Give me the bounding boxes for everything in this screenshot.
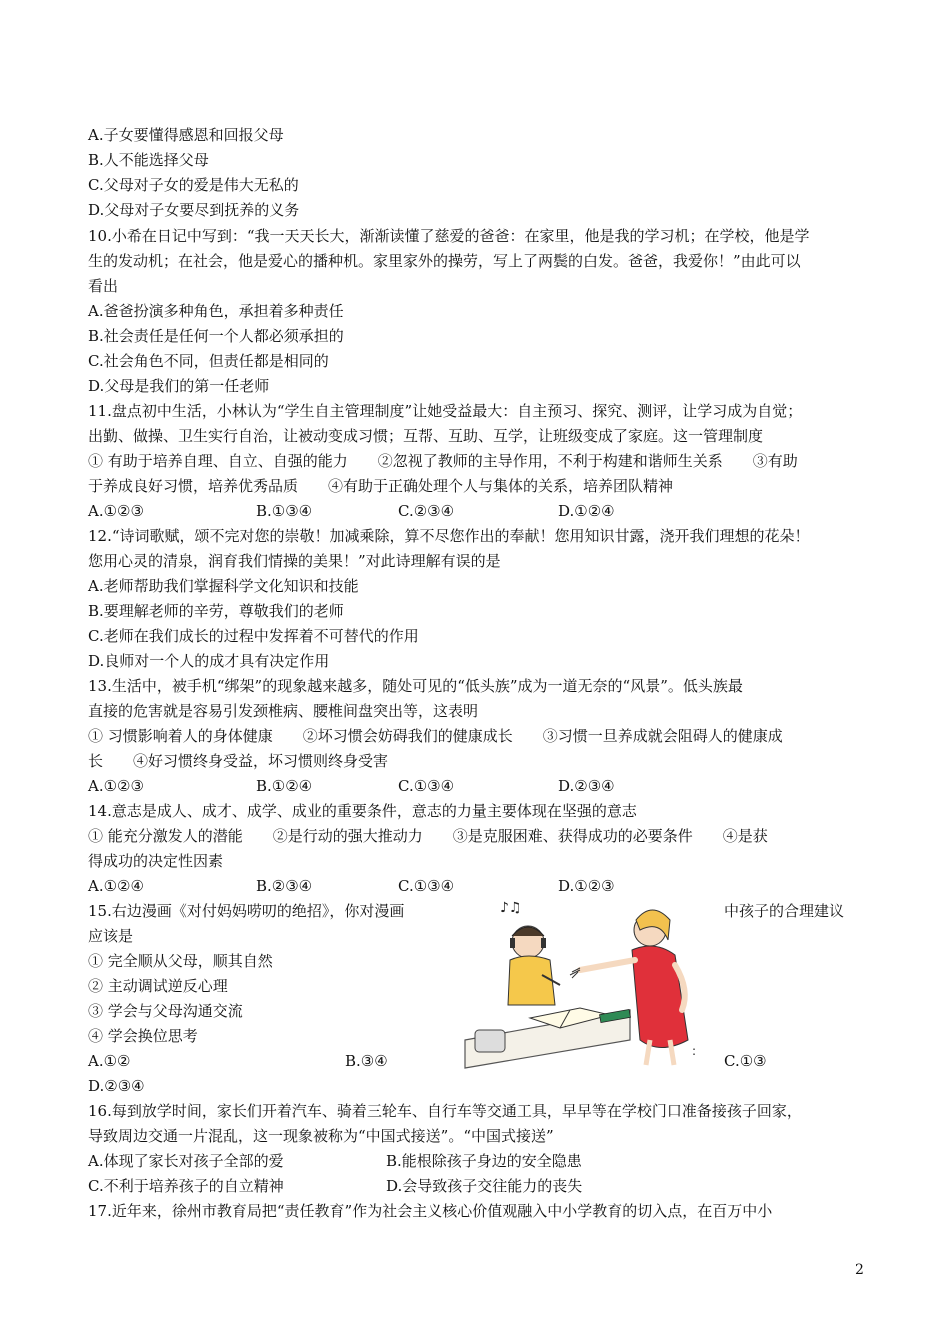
text-line: C.老师在我们成长的过程中发挥着不可替代的作用 bbox=[88, 627, 419, 645]
question-17-text: 17.近年来，徐州市教育局把“责任教育”作为社会主义核心价值观融入中小学教育的切入点，在百万中小 bbox=[88, 1202, 773, 1220]
question-11-text: 11.盘点初中生活，小林认为“学生自主管理制度”让她受益最大：自主预习、探究、测评，让学习成为自觉； bbox=[88, 402, 803, 420]
text-line: ③ 学会与父母沟通交流 bbox=[88, 1002, 243, 1020]
option-b[interactable]: B.①③④ bbox=[256, 502, 313, 520]
svg-text::: : bbox=[692, 1044, 697, 1058]
q13-options bbox=[88, 775, 863, 797]
text-line: ① 习惯影响着人的身体健康 ②坏习惯会妨碍我们的健康成长 ③习惯一旦养成就会阻碍人的健康成 bbox=[88, 727, 783, 745]
text-line: ① 有助于培养自理、自立、自强的能力 ②忽视了教师的主导作用，不利于构建和谐师生关系 ③有助 bbox=[88, 452, 798, 470]
text-line: ① 能充分激发人的潜能 ②是行动的强大推动力 ③是克服困难、获得成功的必要条件 ④是获 bbox=[88, 827, 768, 845]
option-b[interactable]: B.③④ bbox=[345, 1052, 388, 1070]
cartoon-image bbox=[460, 890, 710, 1070]
text-line: C.社会角色不同，但责任都是相同的 bbox=[88, 352, 329, 370]
option-d[interactable]: D.会导致孩子交往能力的丧失 bbox=[386, 1177, 583, 1195]
text-line: ① 完全顺从父母，顺其自然 bbox=[88, 952, 273, 970]
text-line: D.父母是我们的第一任老师 bbox=[88, 377, 270, 395]
option-a[interactable]: A.体现了家长对孩子全部的爱 bbox=[88, 1152, 284, 1170]
text-line: 看出 bbox=[88, 277, 119, 295]
option-b[interactable]: B.①②④ bbox=[256, 777, 313, 795]
text-line: 直接的危害就是容易引发颈椎病、腰椎间盘突出等，这表明 bbox=[88, 702, 479, 720]
question-15-text-right: 中孩子的合理建议 bbox=[724, 902, 845, 920]
option-c[interactable]: C.①③ bbox=[724, 1052, 767, 1070]
text-line: 长 ④好习惯终身受益，坏习惯则终身受害 bbox=[88, 752, 389, 770]
option-d[interactable]: D.②③④ bbox=[558, 777, 615, 795]
option-a[interactable]: A.①②③ bbox=[88, 502, 144, 520]
text-line: D.父母对子女要尽到抚养的义务 bbox=[88, 201, 300, 219]
q11-options bbox=[88, 500, 863, 522]
text-line: B.人不能选择父母 bbox=[88, 151, 209, 169]
question-13-text: 13.生活中，被手机“绑架”的现象越来越多，随处可见的“低头族”成为一道无奈的“风景”。低头族最 bbox=[88, 677, 743, 695]
text-line: A.子女要懂得感恩和回报父母 bbox=[88, 126, 284, 144]
option-c[interactable]: C.①③④ bbox=[398, 877, 455, 895]
option-b[interactable]: B.能根除孩子身边的安全隐患 bbox=[386, 1152, 582, 1170]
option-c[interactable]: C.②③④ bbox=[398, 502, 455, 520]
question-14-text: 14.意志是成人、成才、成学、成业的重要条件，意志的力量主要体现在坚强的意志 bbox=[88, 802, 637, 820]
text-line: D.良师对一个人的成才具有决定作用 bbox=[88, 652, 330, 670]
option-d[interactable]: D.①②③ bbox=[558, 877, 615, 895]
option-c[interactable]: C.不利于培养孩子的自立精神 bbox=[88, 1177, 284, 1195]
text-line: 您用心灵的清泉，润育我们情操的美果！”对此诗理解有误的是 bbox=[88, 552, 501, 570]
text-line: 于养成良好习惯，培养优秀品质 ④有助于正确处理个人与集体的关系，培养团队精神 bbox=[88, 477, 674, 495]
text-line: C.父母对子女的爱是伟大无私的 bbox=[88, 176, 299, 194]
text-line: ④ 学会换位思考 bbox=[88, 1027, 198, 1045]
svg-text:♪♫: ♪♫ bbox=[500, 900, 522, 916]
text-line: 生的发动机；在社会，他是爱心的播种机。家里家外的操劳，写上了两鬓的白发。爸爸，我爱你！”由此可以 bbox=[88, 252, 801, 270]
text-line: 得成功的决定性因素 bbox=[88, 852, 224, 870]
question-16-text: 16.每到放学时间，家长们开着汽车、骑着三轮车、自行车等交通工具，早早等在学校门口准备接孩子回家， bbox=[88, 1102, 802, 1120]
page-number: 2 bbox=[855, 1262, 864, 1278]
option-c[interactable]: C.①③④ bbox=[398, 777, 455, 795]
text-line: 出勤、做操、卫生实行自治，让被动变成习惯；互帮、互助、互学，让班级变成了家庭。这一管理制度 bbox=[88, 427, 764, 445]
question-15-text: 15.右边漫画《对付妈妈唠叨的绝招》，你对漫画 bbox=[88, 902, 405, 920]
question-12-text: 12.“诗词歌赋，颂不完对您的崇敬！加减乘除，算不尽您作出的奉献！您用知识甘露，浇开我们理想的花朵！ bbox=[88, 527, 810, 545]
text-line: A.老师帮助我们掌握科学文化知识和技能 bbox=[88, 577, 359, 595]
option-d[interactable]: D.②③④ bbox=[88, 1077, 145, 1095]
option-b[interactable]: B.②③④ bbox=[256, 877, 313, 895]
text-line: A.爸爸扮演多种角色，承担着多种责任 bbox=[88, 302, 344, 320]
text-line: B.社会责任是任何一个人都必须承担的 bbox=[88, 327, 344, 345]
text-line: 应该是 bbox=[88, 927, 134, 945]
text-line: ② 主动调试逆反心理 bbox=[88, 977, 228, 995]
option-a[interactable]: A.①② bbox=[88, 1052, 131, 1070]
text-line: B.要理解老师的辛劳，尊敬我们的老师 bbox=[88, 602, 344, 620]
option-a[interactable]: A.①②④ bbox=[88, 877, 144, 895]
option-a[interactable]: A.①②③ bbox=[88, 777, 144, 795]
option-d[interactable]: D.①②④ bbox=[558, 502, 615, 520]
question-10-text: 10.小希在日记中写到：“我一天天长大，渐渐读懂了慈爱的爸爸：在家里，他是我的学习机；在学校，他是学 bbox=[88, 227, 810, 245]
text-line: 导致周边交通一片混乱，这一现象被称为“中国式接送”。“中国式接送” bbox=[88, 1127, 554, 1145]
